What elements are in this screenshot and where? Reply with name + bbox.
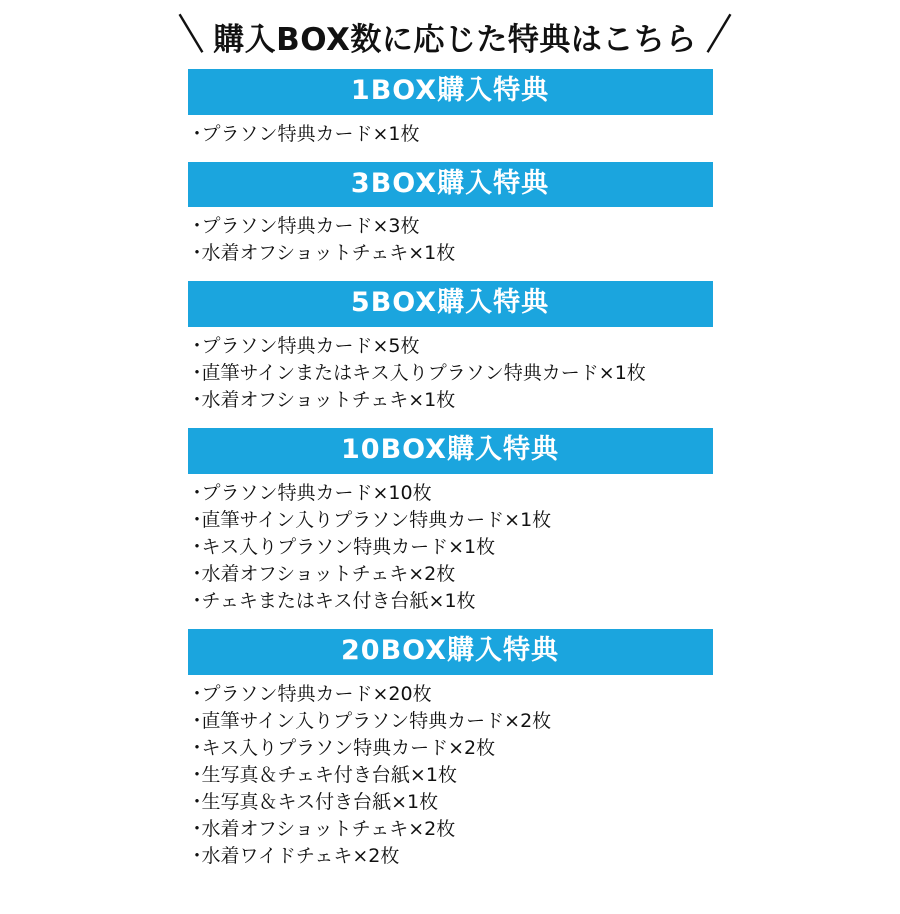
list-item-label: プラソン特典カード×1枚 (201, 122, 420, 145)
bullet-icon: ・ (187, 389, 207, 412)
list-item-label: 水着オフショットチェキ×2枚 (201, 817, 456, 840)
bullet-icon: ・ (187, 682, 207, 705)
bullet-icon: ・ (187, 481, 207, 504)
list-item (188, 333, 713, 360)
list-item-label: 水着オフショットチェキ×1枚 (201, 389, 456, 412)
list-item (188, 121, 713, 148)
bullet-icon: ・ (187, 242, 207, 265)
benefit-section (188, 281, 713, 414)
list-item-label: 直筆サイン入りプラソン特典カード×2枚 (201, 709, 552, 732)
list-item-label: チェキまたはキス付き台紙×1枚 (201, 589, 476, 612)
benefit-section (188, 69, 713, 148)
section-title: 5BOX購入特典 (188, 281, 713, 327)
benefit-section (188, 428, 713, 615)
list-item-label: プラソン特典カード×3枚 (201, 215, 420, 238)
list-item-label: プラソン特典カード×20枚 (201, 682, 432, 705)
list-item-label: キス入りプラソン特典カード×2枚 (201, 736, 496, 759)
list-item (188, 213, 713, 240)
right-slash-icon: ／ (698, 11, 741, 59)
list-item (188, 735, 713, 762)
bullet-icon: ・ (187, 508, 207, 531)
bullet-icon: ・ (187, 817, 207, 840)
section-title: 3BOX購入特典 (188, 162, 713, 208)
list-item-label: 直筆サイン入りプラソン特典カード×1枚 (201, 508, 552, 531)
list-item-label: 直筆サインまたはキス入りプラソン特典カード×1枚 (201, 362, 646, 385)
bullet-icon: ・ (187, 122, 207, 145)
page-title-text: 購入BOX数に応じた特典はこちら (213, 22, 697, 58)
list-item-label: 生写真＆キス付き台紙×1枚 (201, 790, 439, 813)
list-item (188, 708, 713, 735)
list-item-label: 水着オフショットチェキ×2枚 (201, 562, 456, 585)
benefit-list (188, 480, 713, 615)
benefits-page (0, 11, 900, 914)
bullet-icon: ・ (187, 562, 207, 585)
list-item (188, 762, 713, 789)
list-item (188, 561, 713, 588)
list-item (188, 360, 713, 387)
list-item (188, 843, 713, 870)
bullet-icon: ・ (187, 844, 207, 867)
bullet-icon: ・ (187, 709, 207, 732)
bullet-icon: ・ (187, 215, 207, 238)
benefit-section (188, 629, 713, 870)
section-title: 1BOX購入特典 (188, 69, 713, 115)
bullet-icon: ・ (187, 736, 207, 759)
list-item-label: 水着ワイドチェキ×2枚 (201, 844, 400, 867)
list-item (188, 480, 713, 507)
list-item (188, 534, 713, 561)
page-title (0, 11, 900, 59)
bullet-icon: ・ (187, 535, 207, 558)
list-item-label: 生写真＆チェキ付き台紙×1枚 (201, 763, 457, 786)
list-item-label: キス入りプラソン特典カード×1枚 (201, 535, 496, 558)
benefit-sections (188, 69, 713, 870)
section-title: 20BOX購入特典 (188, 629, 713, 675)
benefit-list (188, 333, 713, 414)
bullet-icon: ・ (187, 763, 207, 786)
list-item-label: プラソン特典カード×10枚 (201, 481, 432, 504)
list-item (188, 507, 713, 534)
list-item (188, 816, 713, 843)
benefit-list (188, 121, 713, 148)
list-item (188, 681, 713, 708)
list-item (188, 588, 713, 615)
bullet-icon: ・ (187, 335, 207, 358)
benefit-list (188, 681, 713, 870)
list-item-label: 水着オフショットチェキ×1枚 (201, 242, 456, 265)
benefit-list (188, 213, 713, 267)
left-slash-icon: ＼ (169, 11, 212, 59)
bullet-icon: ・ (187, 362, 207, 385)
list-item (188, 240, 713, 267)
bullet-icon: ・ (187, 790, 207, 813)
section-title: 10BOX購入特典 (188, 428, 713, 474)
bullet-icon: ・ (187, 589, 207, 612)
list-item-label: プラソン特典カード×5枚 (201, 335, 420, 358)
benefit-section (188, 162, 713, 268)
list-item (188, 789, 713, 816)
list-item (188, 387, 713, 414)
